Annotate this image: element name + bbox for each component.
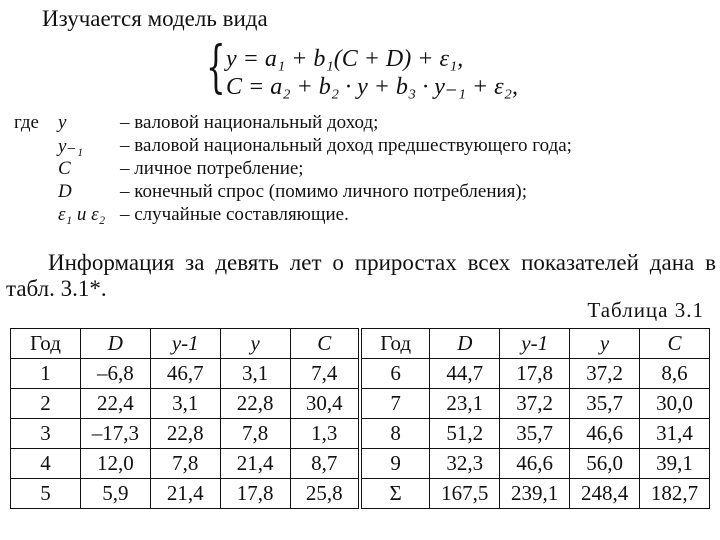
- legend-description: – валовой национальный доход предшествующего года;: [120, 135, 572, 156]
- brace-icon: {: [206, 35, 226, 100]
- table-cell: 8,6: [640, 359, 710, 389]
- header-y-prev: y-1: [500, 329, 570, 359]
- table-cell: –17,3: [80, 419, 150, 449]
- info-line-2: табл. 3.1*.: [6, 276, 107, 301]
- info-line-1: [6, 250, 716, 276]
- table-cell: 12,0: [80, 449, 150, 479]
- legend-symbol: ε₁ и ε₂: [58, 204, 106, 225]
- table-header-row: [11, 329, 710, 359]
- header-d: D: [430, 329, 500, 359]
- info-word: Информация: [48, 250, 175, 275]
- table-cell: 21,4: [220, 449, 290, 479]
- table-cell: 32,3: [430, 449, 500, 479]
- table-cell: 9: [360, 449, 430, 479]
- table-cell: 39,1: [640, 449, 710, 479]
- table-row: [11, 479, 710, 509]
- info-word: дана: [649, 250, 695, 275]
- table-cell: 46,6: [570, 419, 640, 449]
- table-cell: 56,0: [570, 449, 640, 479]
- table-cell: –6,8: [80, 359, 150, 389]
- table-cell: 30,4: [290, 389, 360, 419]
- table-cell: 6: [360, 359, 430, 389]
- info-word: приростах: [354, 250, 457, 275]
- table-cell: 8: [360, 419, 430, 449]
- table-cell: 35,7: [570, 389, 640, 419]
- table-cell: 1,3: [290, 419, 360, 449]
- table-cell: 46,6: [500, 449, 570, 479]
- table-cell: 1: [11, 359, 81, 389]
- legend-description: – конечный спрос (помимо личного потребления);: [120, 181, 528, 202]
- info-word: за: [185, 250, 205, 275]
- header-c: C: [640, 329, 710, 359]
- table-cell: 22,8: [220, 389, 290, 419]
- table-cell: 31,4: [640, 419, 710, 449]
- table-cell: 51,2: [430, 419, 500, 449]
- legend-where-word: где: [14, 112, 39, 133]
- table-row: [11, 359, 710, 389]
- table-cell: 46,7: [150, 359, 220, 389]
- info-word: о: [332, 250, 344, 275]
- table-row: [11, 449, 710, 479]
- header-c: C: [290, 329, 360, 359]
- table-cell: 21,4: [150, 479, 220, 509]
- info-word: девять: [215, 250, 279, 275]
- header-y-prev: y-1: [150, 329, 220, 359]
- header-y: y: [570, 329, 640, 359]
- table-cell: 239,1: [500, 479, 570, 509]
- table-cell: 7: [360, 389, 430, 419]
- legend-symbol: D: [58, 181, 72, 202]
- table-row: [11, 419, 710, 449]
- legend-symbol: y₋₁: [58, 136, 84, 157]
- table-cell: 22,4: [80, 389, 150, 419]
- table-cell: 7,4: [290, 359, 360, 389]
- table-cell: 248,4: [570, 479, 640, 509]
- table-cell: 22,8: [150, 419, 220, 449]
- table-cell: 5,9: [80, 479, 150, 509]
- legend-description: – валовой национальный доход;: [120, 112, 379, 133]
- legend-description: – личное потребление;: [120, 158, 304, 179]
- table-cell: 37,2: [570, 359, 640, 389]
- legend-description: – случайные составляющие.: [120, 204, 349, 225]
- table-cell: 3,1: [220, 359, 290, 389]
- legend-symbol: y: [58, 112, 67, 133]
- table-cell: Σ: [360, 479, 430, 509]
- equation-2: C = a₂ + b₂ · y + b₃ · y₋₁ + ε₂,: [226, 74, 518, 100]
- table-row: [11, 389, 710, 419]
- table-caption: Таблица 3.1: [587, 298, 704, 322]
- info-word: показателей: [521, 250, 639, 275]
- header-d: D: [80, 329, 150, 359]
- table-cell: 4: [11, 449, 81, 479]
- info-paragraph: [6, 250, 716, 302]
- header-year: Год: [11, 329, 81, 359]
- table-cell: 23,1: [430, 389, 500, 419]
- table-cell: 182,7: [640, 479, 710, 509]
- table-cell: 7,8: [220, 419, 290, 449]
- table-cell: 17,8: [220, 479, 290, 509]
- intro-text: Изучается модель вида: [42, 6, 268, 31]
- table-cell: 3: [11, 419, 81, 449]
- table-cell: 8,7: [290, 449, 360, 479]
- table-cell: 7,8: [150, 449, 220, 479]
- table-cell: 37,2: [500, 389, 570, 419]
- table-cell: 3,1: [150, 389, 220, 419]
- table-cell: 35,7: [500, 419, 570, 449]
- header-y: y: [220, 329, 290, 359]
- table-cell: 25,8: [290, 479, 360, 509]
- info-word: всех: [467, 250, 511, 275]
- info-word: в: [705, 250, 716, 275]
- header-year: Год: [360, 329, 430, 359]
- equation-1: y = a₁ + b₁(C + D) + ε₁,: [226, 46, 464, 72]
- legend-symbol: C: [58, 158, 71, 179]
- table-cell: 167,5: [430, 479, 500, 509]
- info-word: лет: [289, 250, 322, 275]
- table-cell: 44,7: [430, 359, 500, 389]
- table-cell: 17,8: [500, 359, 570, 389]
- table-cell: 5: [11, 479, 81, 509]
- data-table: [10, 328, 710, 509]
- table-cell: 2: [11, 389, 81, 419]
- table-cell: 30,0: [640, 389, 710, 419]
